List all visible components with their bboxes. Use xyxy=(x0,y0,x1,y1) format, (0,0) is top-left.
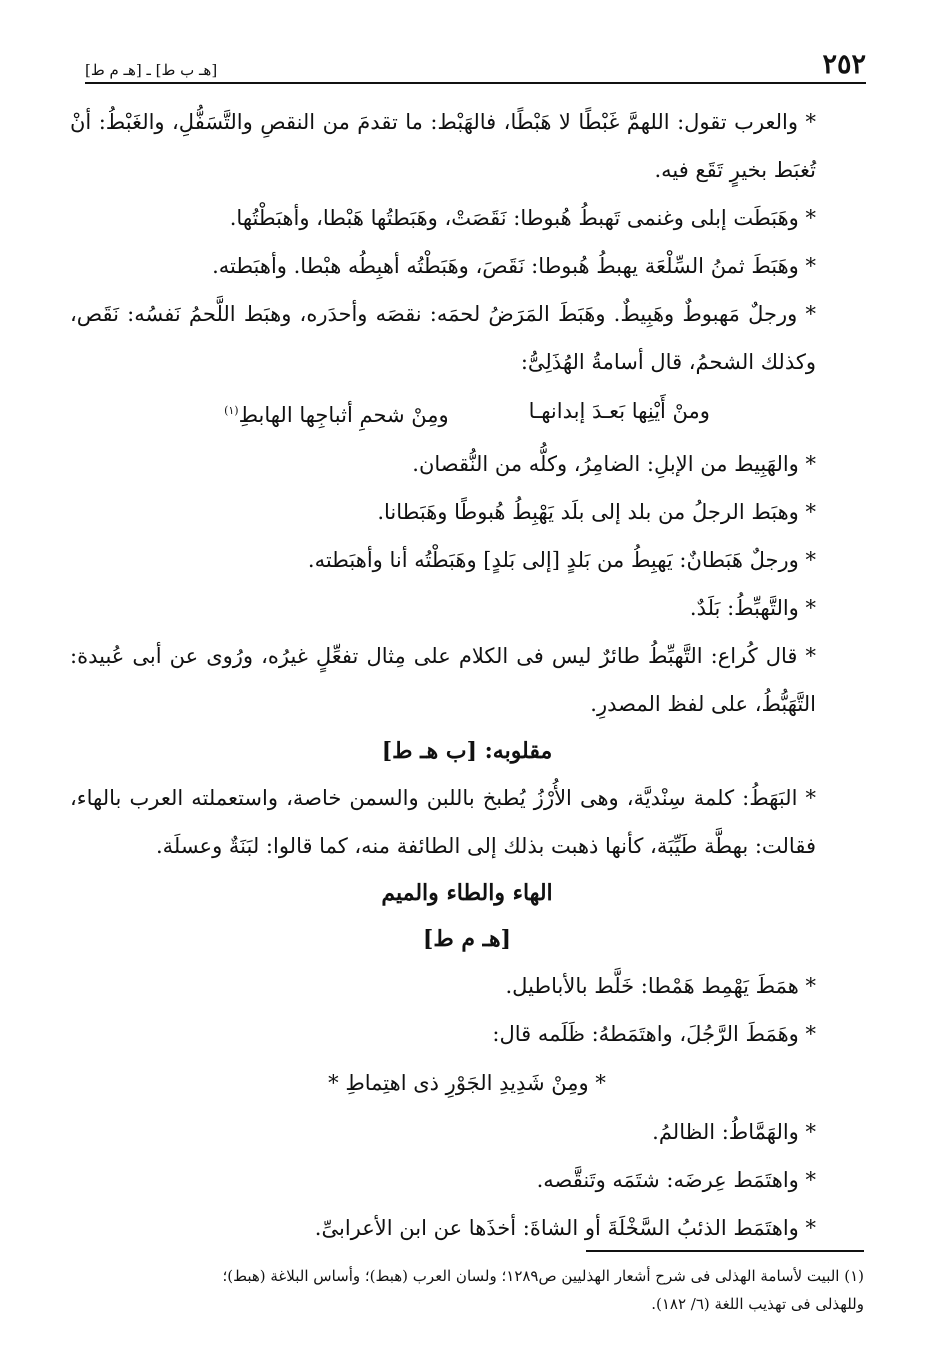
verse-line xyxy=(70,386,864,440)
verse-first-hemistich: ومنْ أَيْنِها بَعـدَ إبدانهـا xyxy=(528,399,710,423)
page-body xyxy=(70,98,864,1252)
footnote-line: (١) البيت لأسامة الهذلى فى شرح أشعار الهذليين ص١٢٨٩؛ ولسان العرب (هبط)؛ وأساس البلاغة (هبط)؛ xyxy=(222,1267,864,1285)
paragraph: * ورجلٌ مَهبوطٌ وهَبِيطٌ. وهَبَطَ المَرَضُ لحمَه: نقصَه وأحدَره، وهبَط اللَّحمُ نَفسُه: نَقَص، وكذلك الشحمُ، قال أسامةُ الهُذَلِىُّ: xyxy=(70,302,816,374)
footnote-marker: (١) xyxy=(224,404,239,417)
footnote-rule xyxy=(586,1250,864,1252)
root-heading: [هـ م ط] xyxy=(422,926,512,952)
paragraph: * والتَّهبِّطُ: بَلَدٌ. xyxy=(689,596,816,620)
paragraph: * واهتَمَط عِرضَه: شتَمَه وتَنقَّصه. xyxy=(536,1168,816,1192)
verse-line-2: * ومِنْ شَدِيدِ الجَوْرِ ذى اهتِماطِ * xyxy=(328,1071,606,1095)
verse-second-hemistich: ومِنْ شحمِ أثباجِها الهابطِ$^{(١)}$ xyxy=(224,403,449,427)
section-heading: الهاء والطاء والميم xyxy=(381,880,553,906)
paragraph: * وهَبَطَ ثمنُ السِّلْعَة يهبطُ هُبوطا: نَقَصَ، وهَبَطْتُه أهبِطُه هبْطا. وأهبَطته. xyxy=(212,254,816,278)
page-number: ٢٥٢ xyxy=(822,49,866,80)
paragraph: * وهَمَطَ الرَّجُلَ، واهتَمَطهُ: ظَلَمه قال: xyxy=(492,1022,816,1046)
paragraph: * همَطَ يَهْمِط هَمْطا: خَلَّط بالأباطيل. xyxy=(505,974,816,998)
paragraph: * ورجلٌ هَبَطانٌ: يَهبِطُ من بَلدٍ [إلى بَلدٍ] وهَبَطْتُه أنا وأهبَطته. xyxy=(307,548,816,572)
paragraph: * قال كُراع: التَّهبِّطُ طائرٌ ليس فى الكلام على مِثال تفعِّلٍ غيرُه، ورُوى عن أبى عُبيدة: التَّهَبُّطُ، على لفظ المصدرِ. xyxy=(70,644,816,716)
paragraph: * والعرب تقول: اللهمَّ غَبْطًا لا هَبْطًا، فالهَبْط: ما تقدمَ من النقصِ والتَّسَفُّلِ، والغَبْطُ: أنْ تُغبَط بخيرٍ تَقَع فيه. xyxy=(70,110,816,182)
paragraph: * واهتَمَط الذئبُ السَّخْلَةَ أو الشاةَ: أخذَها عن ابن الأعرابىِّ. xyxy=(314,1216,816,1240)
paragraph: * البَهَطُ: كلمة سِنْديَّة، وهى الأُرْزُ يُطبخ باللبن والسمن خاصة، واستعملته العرب بالهاء، فقالت: بهطَّة طَيِّبَة، كأنها ذهبت بذلك إلى الطائفة منه، كما قالوا: لبَنَةٌ وعسلَة. xyxy=(70,786,816,858)
heading-maqlub: مقلوبه: [ب هـ ط] xyxy=(381,738,553,764)
paragraph: * والهَبِيط من الإبلِ: الضامِرُ، وكلُّه من النُّقصان. xyxy=(412,452,816,476)
page-header xyxy=(85,38,866,84)
paragraph: * وهَبَطَت إبلى وغنمى تَهبطُ هُبوطا: نَقَصَتْ، وهَبَطتُها هَبْطا، وأهبَطْتُها. xyxy=(229,206,816,230)
paragraph: * وهبَط الرجلُ من بلد إلى بلَد يَهْبِطُ هُبوطًا وهَبَطانا. xyxy=(377,500,816,524)
footnote-line: وللهذلى فى تهذيب اللغة (٦/ ١٨٢). xyxy=(651,1295,864,1313)
paragraph: * والهَمَّاطُ: الظالمُ. xyxy=(652,1120,816,1144)
running-head: [هـ ب ط] ـ [هـ م ط] xyxy=(85,61,218,79)
footnotes xyxy=(70,1262,864,1318)
